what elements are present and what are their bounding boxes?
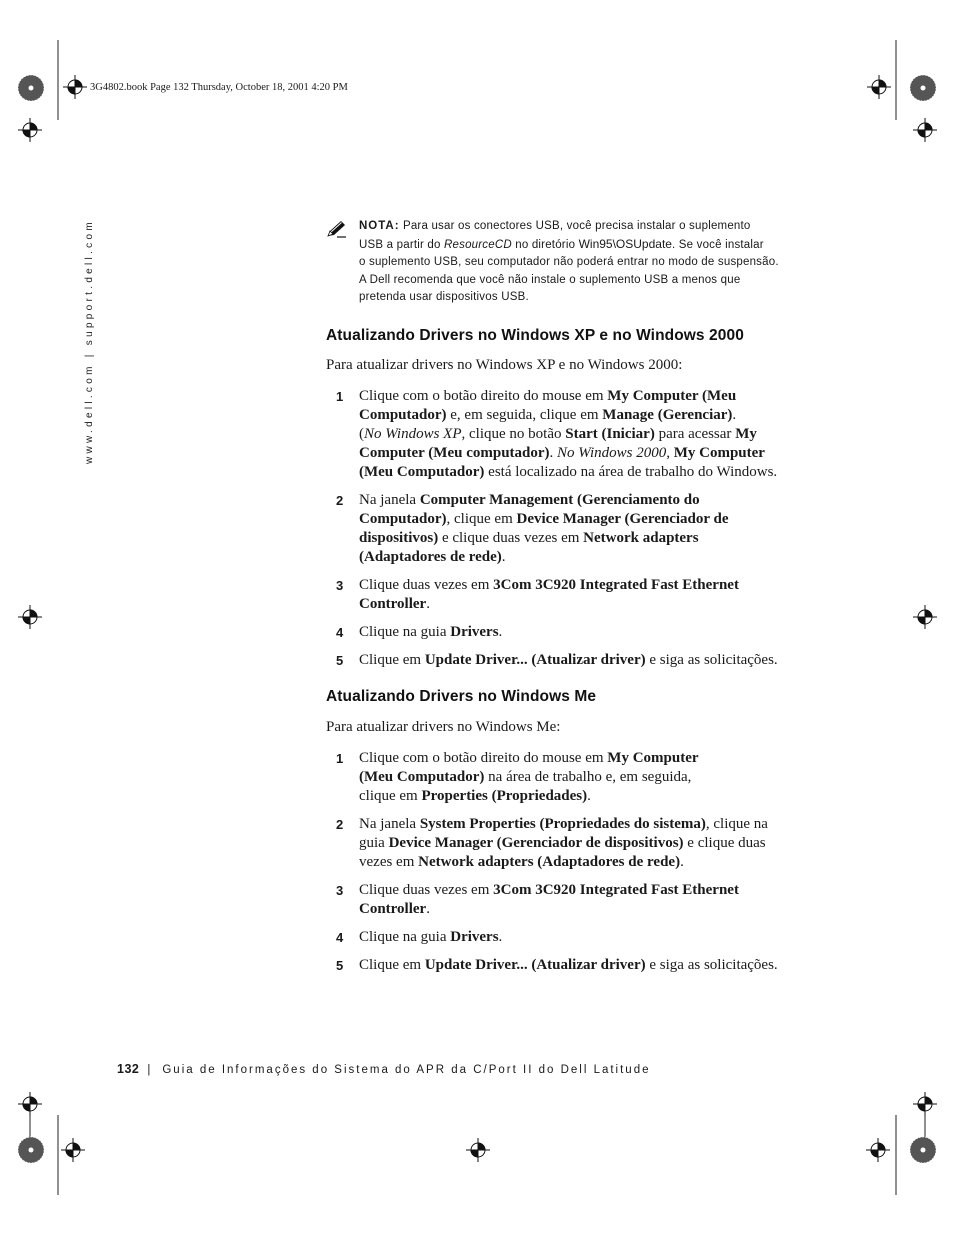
- book-title: Guia de Informações do Sistema do APR da C/Port II do Dell Latitude: [162, 1064, 651, 1076]
- starburst-mark-icon: [908, 1135, 938, 1165]
- starburst-mark-icon: [16, 73, 46, 103]
- list-item: 4 Clique na guia Drivers.: [336, 929, 503, 945]
- step-number: 1: [336, 389, 344, 404]
- list-item: 4 Clique na guia Drivers.: [336, 624, 503, 640]
- note-text: . Se você instalar: [671, 238, 764, 251]
- step-number: 2: [336, 817, 344, 832]
- note-box: [326, 218, 816, 307]
- page-footer: [117, 1062, 651, 1076]
- crosshair-target-icon: [18, 118, 42, 142]
- note-text: Para usar os conectores USB, você precisa instalar o suplemento: [402, 220, 751, 232]
- crosshair-target-icon: [63, 75, 87, 99]
- step-number: 1: [336, 751, 344, 766]
- print-header: 3G4802.book Page 132 Thursday, October 18, 2001 4:20 PM: [90, 82, 348, 93]
- section-title-me: Atualizando Drivers no Windows Me: [326, 688, 597, 705]
- step-number: 2: [336, 493, 344, 508]
- list-item: 3 Clique duas vezes em 3Com 3C920 Integrated Fast Ethernet Controller.: [336, 882, 739, 917]
- crosshair-target-icon: [18, 605, 42, 629]
- note-text: A Dell recomenda que você não instale o suplemento USB a menos que: [359, 273, 741, 286]
- crosshair-target-icon: [18, 1092, 42, 1116]
- crosshair-target-icon: [913, 605, 937, 629]
- list-item: 5 Clique em Update Driver... (Atualizar driver) e siga as solicitações.: [336, 652, 778, 668]
- note-text: pretenda usar dispositivos USB.: [359, 291, 529, 303]
- note-text: no diretório: [511, 238, 579, 251]
- starburst-mark-icon: [16, 1135, 46, 1165]
- crosshair-target-icon: [867, 75, 891, 99]
- steps-list-xp: [326, 387, 826, 679]
- page-number: 132: [117, 1062, 140, 1076]
- note-text-italic: ResourceCD: [444, 238, 512, 251]
- step-number: 5: [336, 958, 344, 973]
- crosshair-target-icon: [466, 1138, 490, 1162]
- list-item: 3 Clique duas vezes em 3Com 3C920 Integrated Fast Ethernet Controller.: [336, 577, 739, 612]
- section-title-xp: Atualizando Drivers no Windows XP e no Windows 2000: [326, 327, 744, 344]
- footer-separator: |: [147, 1064, 153, 1076]
- step-number: 4: [336, 930, 344, 945]
- list-item: 2 Na janela Computer Management (Gerenciamento do Computador), clique em Device Manager (Gerenciador de dispositivos) e clique duas vezes em Network adapters (Adaptadores de rede).: [336, 492, 729, 565]
- crosshair-target-icon: [913, 118, 937, 142]
- note-text: USB a partir do: [359, 238, 445, 251]
- step-number: 5: [336, 653, 344, 668]
- sidebar-url: www.dell.com | support.dell.com: [84, 219, 95, 464]
- steps-list-me: [326, 749, 826, 984]
- list-item: 2 Na janela System Properties (Propriedades do sistema), clique na guia Device Manager (Gerenciador de dispositivos) e clique duas vezes em Network adapters (Adaptadores de rede).: [336, 816, 768, 870]
- note-label: NOTA:: [359, 220, 400, 232]
- note-text: o suplemento USB, seu computador não poderá entrar no modo de suspensão.: [359, 256, 779, 268]
- section-intro-me: Para atualizar drivers no Windows Me:: [326, 719, 561, 735]
- list-item: 1 Clique com o botão direito do mouse em My Computer (Meu Computador) na área de trabalho e, em seguida, clique em Properties (Propriedades).: [336, 750, 699, 804]
- step-number: 3: [336, 578, 344, 593]
- crosshair-target-icon: [61, 1138, 85, 1162]
- step-number: 4: [336, 625, 344, 640]
- starburst-mark-icon: [908, 73, 938, 103]
- list-item: 5 Clique em Update Driver... (Atualizar driver) e siga as solicitações.: [336, 957, 778, 973]
- pencil-note-icon: [326, 220, 348, 238]
- note-path: Win95\OSUpdate: [578, 236, 672, 251]
- crosshair-target-icon: [866, 1138, 890, 1162]
- list-item: 1 Clique com o botão direito do mouse em My Computer (Meu Computador) e, em seguida, clique em Manage (Gerenciar). (No Windows XP, clique no botão Start (Iniciar) para acessar My Computer (Meu computador). No Windows 2000, My Computer (Meu Computador) está localizado na área de trabalho do Windows.: [336, 388, 778, 480]
- section-intro-xp: Para atualizar drivers no Windows XP e no Windows 2000:: [326, 357, 683, 373]
- crosshair-target-icon: [913, 1092, 937, 1116]
- step-number: 3: [336, 883, 344, 898]
